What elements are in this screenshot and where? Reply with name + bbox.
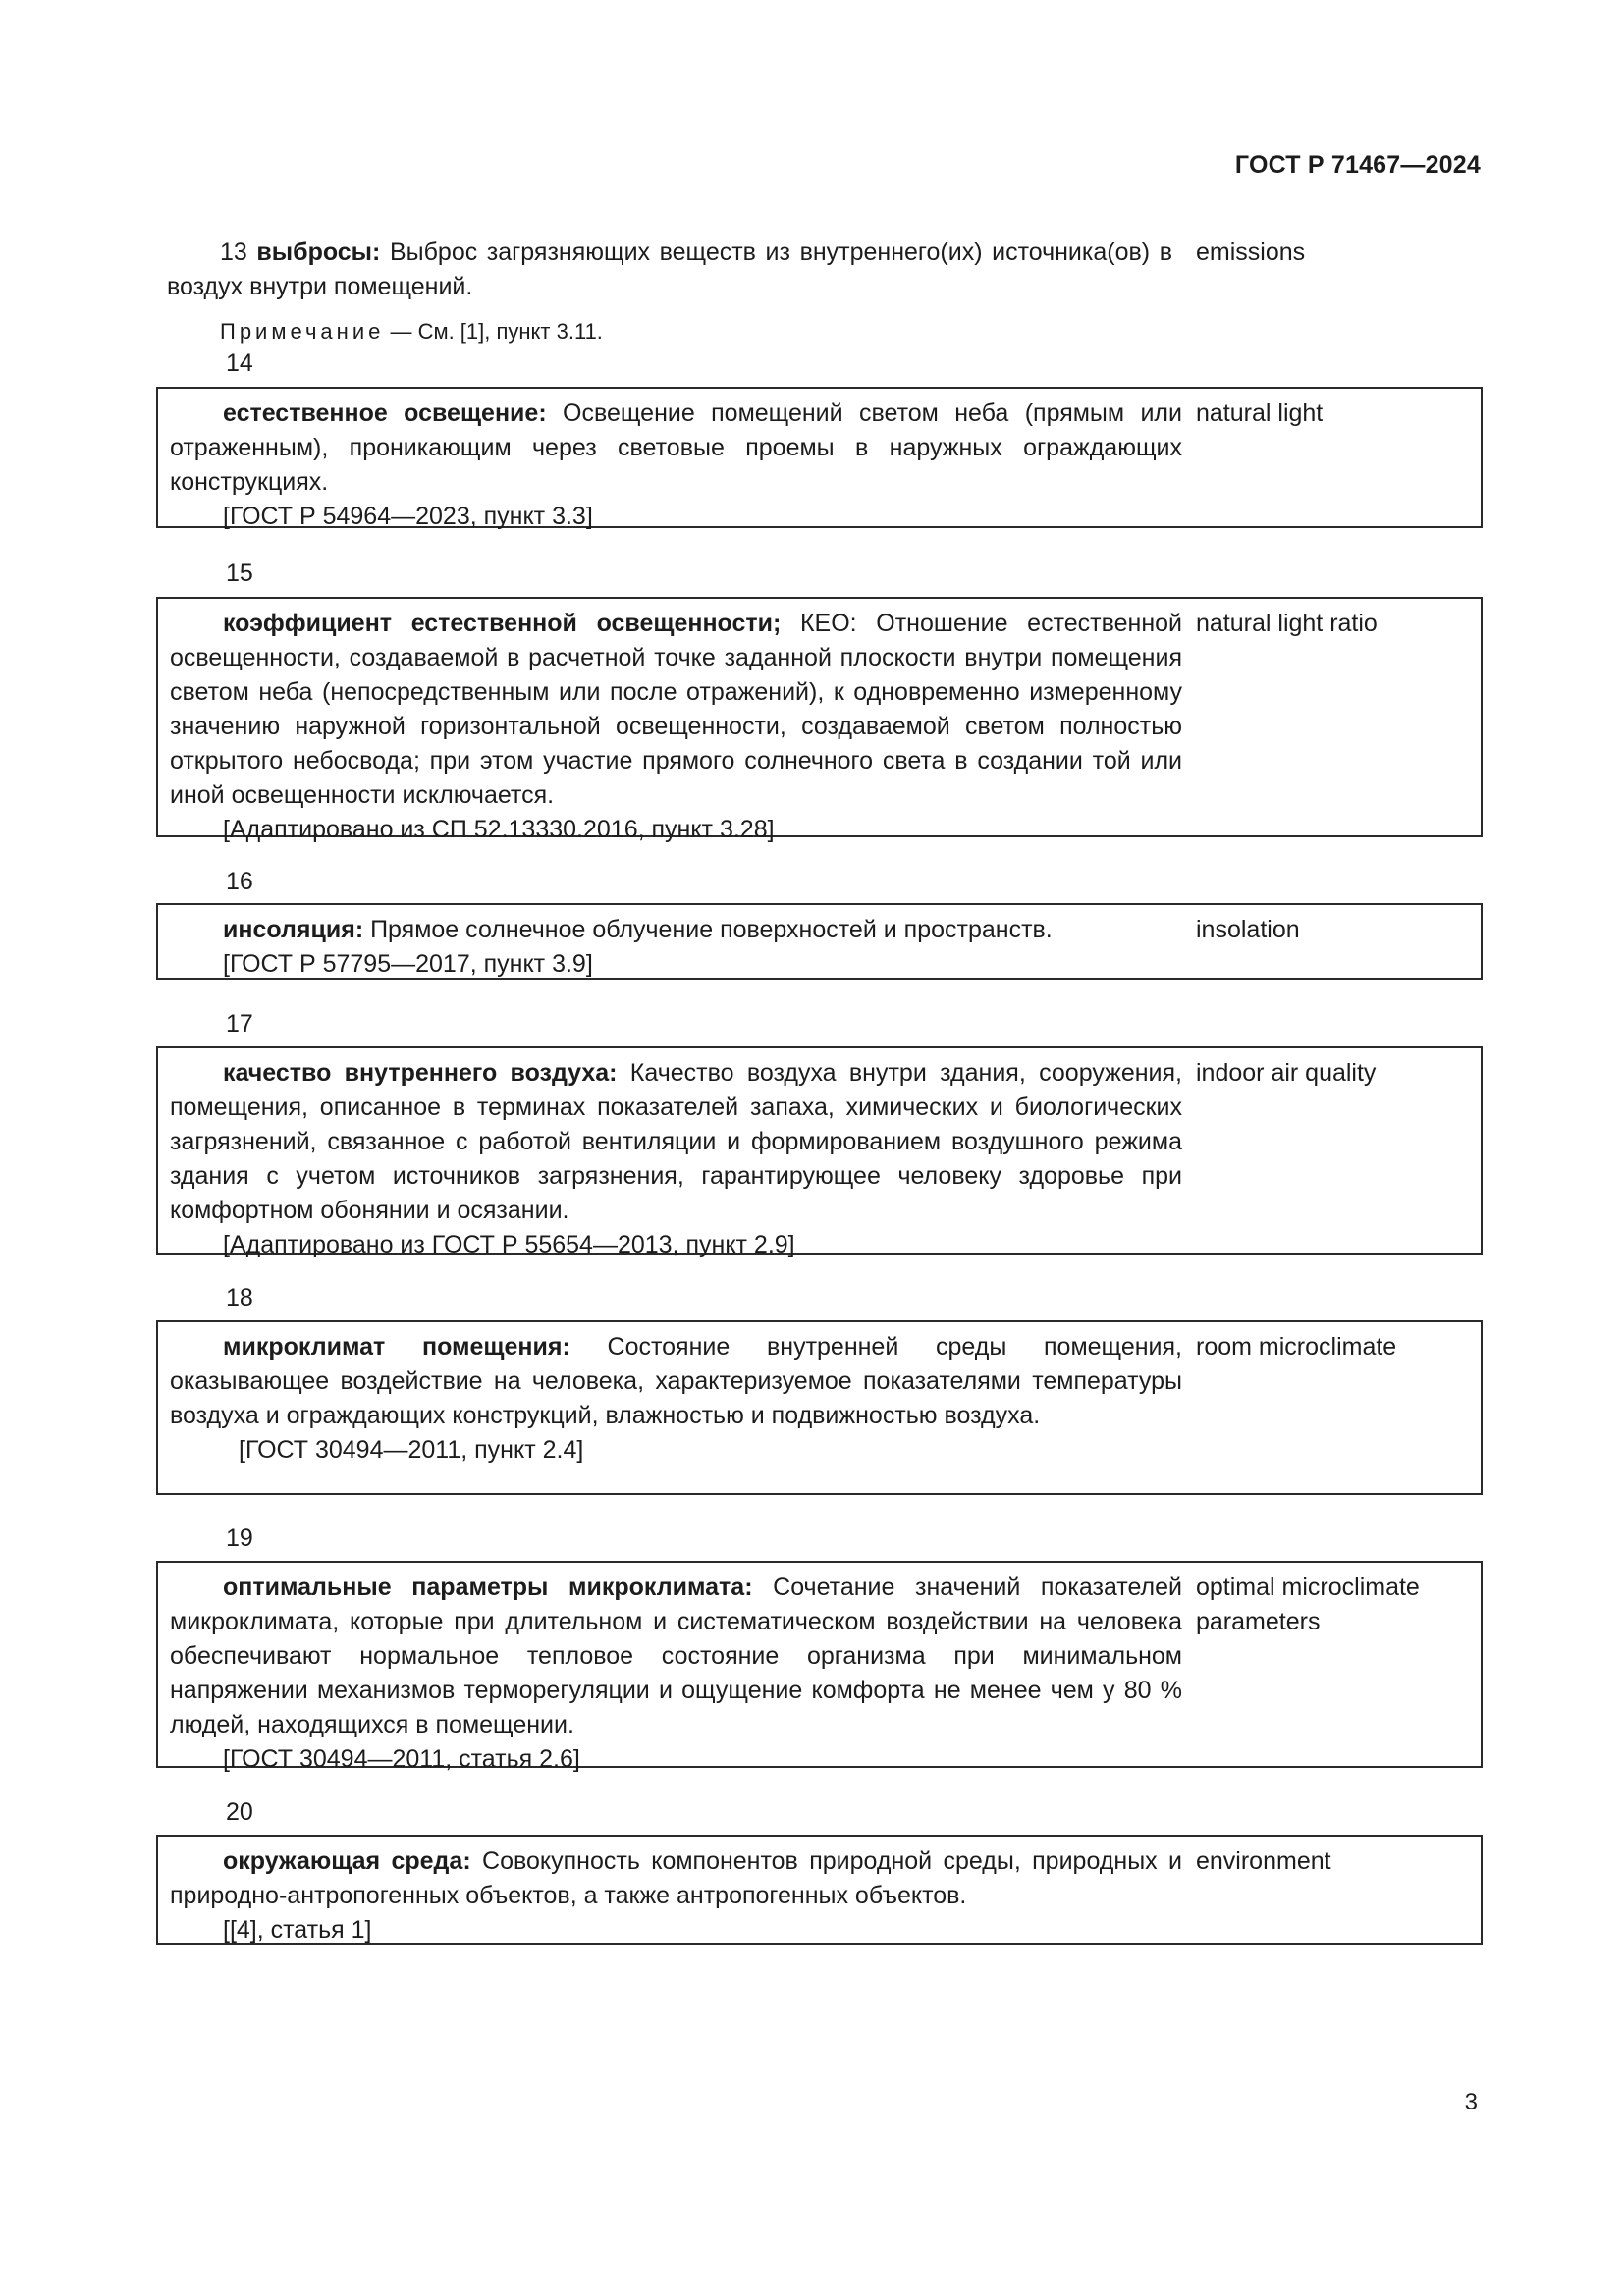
term-name: оптимальные параметры микроклимата: (223, 1574, 753, 1601)
term-name: микроклимат помещения: (223, 1333, 570, 1361)
source-reference: [ГОСТ 30494—2011, пункт 2.4] (239, 1436, 584, 1464)
term-number: 20 (226, 1798, 253, 1826)
term-number: 18 (226, 1284, 253, 1311)
term-box-16 (156, 903, 1483, 980)
term-box-17 (156, 1046, 1483, 1258)
definition-text: Качество воздуха внутри здания, сооружения, помещения, описанное в терминах показателей запаха, химических и биологических загрязнений, связанное с работой вентиляции и формированием воздушного режима здания с учетом источников загрязнения, гарантирующее человеку здоровье при комфортном обонянии и осязании. (170, 1059, 1182, 1224)
term-number: 15 (226, 560, 253, 587)
definition-text: Выброс загрязняющих веществ из внутреннего(их) источника(ов) в воздух внутри помещений. (167, 239, 1172, 300)
term-name: выбросы: (256, 239, 381, 266)
source-reference: [ГОСТ 30494—2011, статья 2.6] (223, 1745, 580, 1773)
english-equivalent: natural light ratio (1196, 610, 1378, 637)
definition-text: Сочетание значений показателей микроклимата, которые при длительном и систематическом воздействии на человека обеспечивают нормальное тепловое состояние организма при минимальном напряжении механизмов терморегуляции и ощущение комфорта не менее чем у 80 % людей, находящихся в помещении. (170, 1574, 1182, 1738)
term-definition (170, 1571, 1182, 1777)
english-equivalent: environment (1196, 1847, 1331, 1875)
term-name: естественное освещение: (223, 400, 547, 427)
source-reference: [ГОСТ Р 57795—2017, пункт 3.9] (223, 950, 593, 978)
english-equivalent: indoor air quality (1196, 1059, 1377, 1087)
term-box-19 (156, 1561, 1483, 1773)
english-equivalent: optimal microclimate parameters (1196, 1574, 1420, 1635)
source-reference: [ГОСТ Р 54964—2023, пункт 3.3] (223, 503, 593, 530)
term-definition (170, 1844, 1182, 1948)
english-equivalent: emissions (1196, 239, 1306, 266)
term-name: коэффициент естественной освещенности; (223, 610, 782, 637)
document-id: ГОСТ Р 71467—2024 (1234, 151, 1481, 179)
term-number: 17 (226, 1010, 253, 1038)
definition-text: Состояние внутренней среды помещения, оказывающее воздействие на человека, характеризуемое показателями температуры воздуха и ограждающих конструкций, влажностью и подвижностью воздуха. (170, 1333, 1182, 1429)
term-box-14 (156, 387, 1483, 528)
term-number: 16 (226, 868, 253, 895)
definition-text: Прямое солнечное облучение поверхностей и пространств. (363, 916, 1053, 943)
term-definition (167, 236, 1172, 304)
term-name: инсоляция: (223, 916, 364, 943)
english-equivalent: room microclimate (1196, 1333, 1397, 1361)
source-reference: [Адаптировано из ГОСТ Р 55654—2013, пункт 2.9] (223, 1231, 795, 1258)
term-definition (170, 1330, 1182, 1468)
term-definition (170, 1056, 1182, 1262)
term-box-15 (156, 597, 1483, 843)
term-number: 19 (226, 1524, 253, 1552)
source-reference: [[4], статья 1] (223, 1916, 372, 1944)
term-definition (170, 397, 1182, 534)
note-label: Примечание (220, 319, 385, 344)
english-equivalent: insolation (1196, 916, 1300, 943)
source-reference: [Адаптировано из СП 52.13330.2016, пункт 3.28] (223, 816, 775, 843)
term-entry-13 (167, 236, 1345, 304)
page-number: 3 (1464, 2089, 1478, 2115)
term-name: окружающая среда: (223, 1847, 471, 1875)
definition-text: Совокупность компонентов природной среды, природных и природно-антропогенных объектов, а также антропогенных объектов. (170, 1847, 1183, 1909)
english-equivalent: natural light (1196, 400, 1324, 427)
definition-text: КЕО: Отношение естественной освещенности, создаваемой в расчетной точке заданной плоскости внутри помещения светом неба (непосредственным или после отражений), к одновременно измеренному значению наружной горизонтальной освещенности, создаваемой светом полностью открытого небосвода; при этом участие прямого солнечного света в создании той или иной освещенности исключается. (170, 610, 1182, 809)
term-definition (170, 913, 1182, 982)
note (220, 319, 603, 345)
note-text: — См. [1], пункт 3.11. (384, 319, 603, 344)
term-number: 14 (226, 349, 253, 377)
term-box-20 (156, 1835, 1483, 1945)
term-box-18 (156, 1320, 1483, 1495)
term-number: 13 (220, 239, 247, 266)
term-name: качество внутреннего воздуха: (223, 1059, 618, 1087)
term-definition (170, 607, 1182, 847)
definition-text: Освещение помещений светом неба (прямым или отраженным), проникающим через световые проемы в наружных ограждающих конструкциях. (170, 400, 1182, 496)
